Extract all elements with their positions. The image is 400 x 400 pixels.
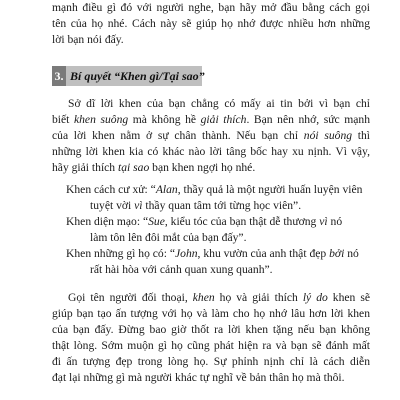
- emphasis-text: nói suông: [303, 129, 353, 142]
- intro-line: tên của họ nhé. Cách này sẽ giúp họ nhớ được nhiều hơn những: [52, 17, 370, 30]
- example-line: làm tôn lên đôi mắt của bạn đấy”.: [90, 231, 247, 244]
- example-line: Khen diện mạo: “Sue, kiểu tóc của bạn thật dễ thương vì nó: [66, 215, 343, 228]
- emphasis-text: Sue: [148, 215, 165, 228]
- intro-line: lời bạn nói đấy.: [52, 33, 124, 46]
- paragraph-line: biết khen suông mà không hề giải thích. Bạn nên nhớ, sức mạnh: [52, 113, 370, 126]
- example-behavior: [66, 182, 370, 214]
- emphasis-text: Alan: [155, 183, 178, 196]
- paragraph-2: [52, 290, 370, 386]
- paragraph-line: Gọi tên người đối thoại, khen họ và giải thích lý do khen sẽ: [68, 291, 370, 304]
- paragraph-line: hãy giải thích tại sao bạn khen ngợi họ nhé.: [52, 161, 256, 174]
- paragraph-line: của bạn đấy. Đừng bao giờ thốt ra lời khen tặng nếu bạn không: [52, 323, 370, 336]
- example-line: Khen cách cư xử: “Alan, thầy quả là một người huấn luyện viên: [66, 183, 363, 196]
- example-line: Khen những gì họ có: “John, khu vườn của anh thật đẹp bởi nó: [66, 247, 359, 260]
- emphasis-text: vì: [134, 199, 143, 212]
- section-heading: [52, 66, 205, 86]
- example-line: rất hài hòa với cảnh quan xung quanh”.: [90, 263, 273, 276]
- emphasis-text: khen suông: [73, 113, 129, 126]
- paragraph-line: của lời khen nằm ở sự chân thành. Nếu bạn chỉ nói suông thì: [52, 129, 370, 142]
- paragraph-line: giúp bạn tạo ấn tượng với họ và làm cho họ nhớ lâu hơn lời khen: [52, 307, 370, 320]
- emphasis-text: bởi: [329, 247, 345, 260]
- paragraph-line: đi ấn tượng đẹp trong lòng họ. Sự phỉnh nịnh chỉ là cách diễn: [52, 355, 370, 368]
- intro-paragraph: [52, 0, 370, 48]
- paragraph-line: thật lòng. Sớm muộn gì họ cũng phát hiện ra và bạn sẽ đánh mất: [52, 339, 370, 352]
- emphasis-text: lý do: [302, 291, 328, 304]
- emphasis-text: tại sao: [118, 161, 150, 174]
- example-line: tuyệt vời vì thầy quan tâm tới từng học viên”.: [90, 199, 302, 212]
- example-appearance: [66, 214, 370, 246]
- paragraph-1: [52, 96, 370, 176]
- paragraph-line: đạt lại những gì mà người khác tự nghĩ về bản thân họ mà thôi.: [52, 371, 345, 384]
- section-title: Bí quyết “Khen gì/Tại sao”: [70, 69, 205, 83]
- section-number: 3.: [52, 66, 66, 86]
- paragraph-line: Sở dĩ lời khen của bạn chẳng có mấy ai tin bởi vì bạn chỉ: [68, 97, 370, 110]
- emphasis-text: giải thích: [200, 113, 247, 126]
- example-possessions: [66, 246, 370, 278]
- emphasis-text: khen: [192, 291, 215, 304]
- emphasis-text: John: [175, 247, 198, 260]
- paragraph-line: những lời khen kia có khác nào lời tâng bốc hay xu nịnh. Vì vậy,: [52, 145, 370, 158]
- emphasis-text: vì: [319, 215, 328, 228]
- intro-line: mạnh điều gì đó với người nghe, bạn hãy mở đầu bằng cách gọi: [52, 1, 370, 14]
